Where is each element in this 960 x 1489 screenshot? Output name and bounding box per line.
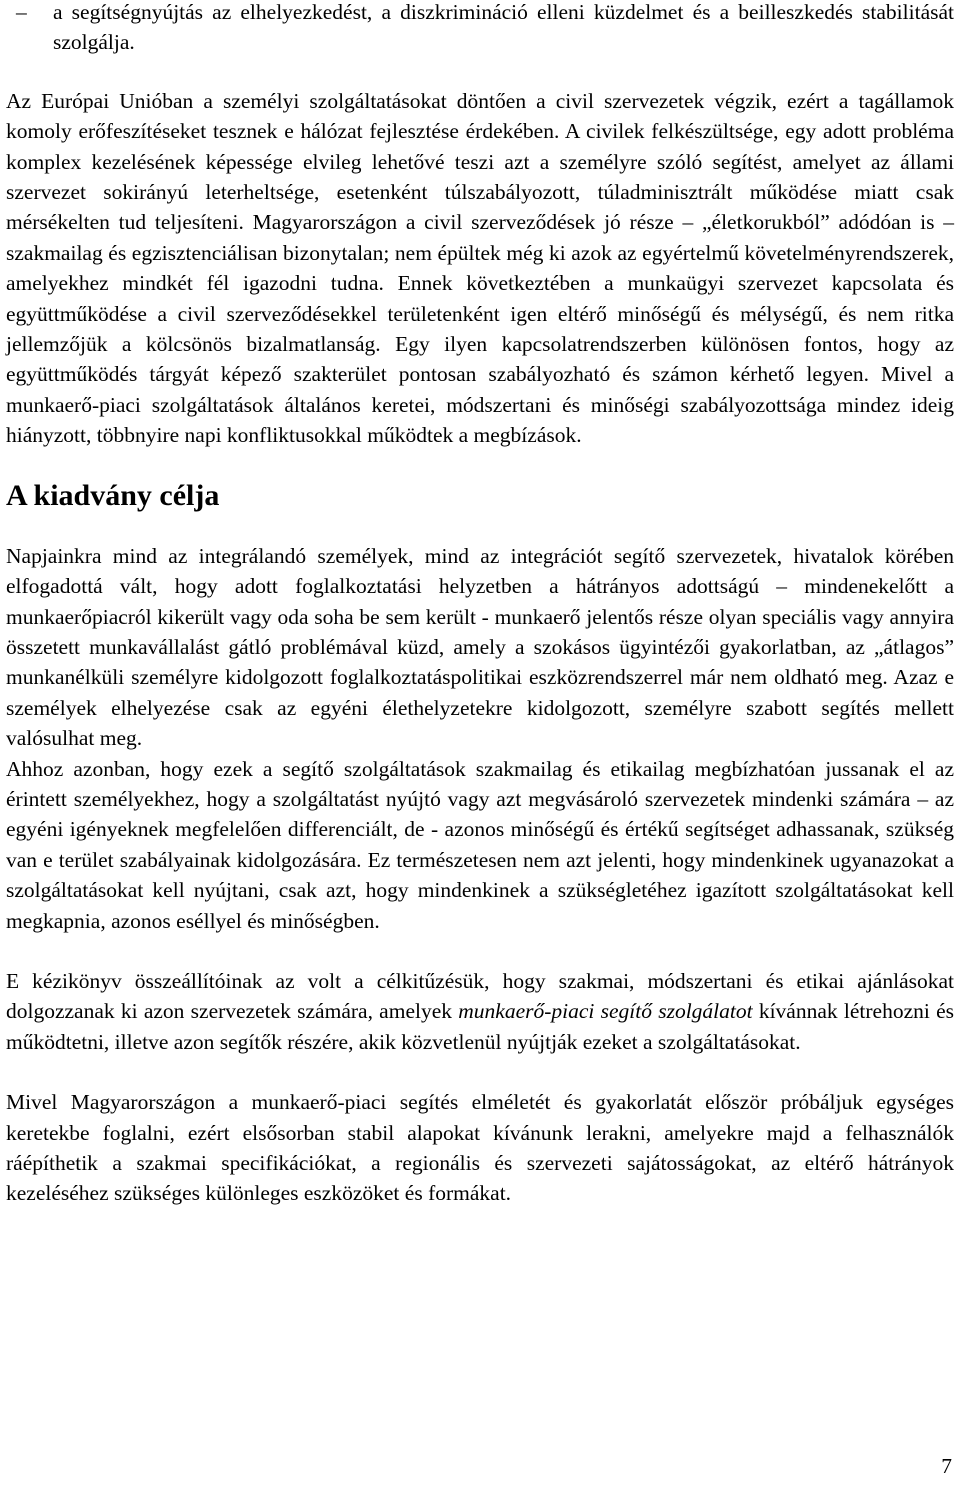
bullet-dash: – xyxy=(16,0,27,24)
document-page xyxy=(6,0,954,1209)
paragraph-final: Mivel Magyarországon a munkaerő-piaci segítés elméletét és gyakorlatát először próbáljuk egységes keretekbe foglalni, ezért elsősorban stabil alapokat kívánunk lerakni, amelyekre majd a felhasználók ráépíthetik a szakmai specifikációkat, a regionális és szervezeti sajátosságokat, az eltérő hátrányok kezeléséhez szükséges különleges eszközöket és formákat. xyxy=(6,1090,954,1206)
page-number: 7 xyxy=(941,1454,952,1478)
paragraph-eu: Az Európai Unióban a személyi szolgáltatásokat döntően a civil szervezetek végzik, ezért a tagállamok komoly erőfeszítéseket tesznek e hálózat fejlesztése érdekében. A civilek felkészültsége, egy adott probléma komplex kezelésének képessége elvileg lehetővé teszi azt a személyre szóló segítést, amelyet az állami szervezet sokirányú leterheltsége, esetenként túlszabályozott, túladminisztrált működése miatt csak mérsékelten tud teljesíteni. Magyarországon a civil szerveződések jó része – „életkorukból” adódóan is – szakmailag és egzisztenciálisan bizonytalan; nem épültek még ki azok az egyértelmű követelményrendszerek, amelyekhez mindkét fél igazodni tudna. Ennek következtében a munkaügyi szervezet kapcsolata és együttműködése a civil szerveződésekkel területenként igen eltérő minőségű és mélységű, és nem ritka jellemzőjük a kölcsönös bizalmatlanság. Egy ilyen kapcsolatrendszerben különösen fontos, hogy az együttműködés tárgyát képező szakterület pontosan szabályozható és számon kérhető legyen. Mivel a munkaerő-piaci szolgáltatások általános keretei, módszertani és minőségi szabályozottsága mindez ideig hiányzott, többnyire napi konfliktusokkal működtek a megbízások. xyxy=(6,88,954,448)
spacer xyxy=(6,1057,954,1087)
spacer xyxy=(6,936,954,966)
bullet-text: a segítségnyújtás az elhelyezkedést, a diszkrimináció elleni küzdelmet és a beilleszkedés stabilitását szolgálja. xyxy=(53,0,954,55)
paragraph-handbook-italic: munkaerő-piaci segítő szolgálatot xyxy=(458,999,753,1024)
paragraph-goal-1: Napjainkra mind az integrálandó személyek, mind az integrációt segítő szervezetek, hivatalok körében elfogadottá vált, hogy adott foglalkoztatási helyzetben a hátrányos adottságú – mindenekelőtt a munkaerőpiacról kikerült vagy oda soha be sem került - munkaerő jelentős része olyan speciális vagy annyira összetett munkavállalást gátló problémával küzd, amely a szokásos ügyintézői gyakorlatban, az „átlagos” munkanélküli személyre kidolgozott foglalkoztatáspolitikai eszközrendszerrel már nem oldható meg. Azaz e személyek elhelyezése csak az egyéni élethelyzetekre kidolgozott, személyre szabott segítés mellett valósulhat meg. xyxy=(6,543,954,751)
paragraph-goal-2: Ahhoz azonban, hogy ezek a segítő szolgáltatások szakmailag és etikailag megbízhatóan jussanak el az érintett személyekhez, hogy a szolgáltatást nyújtó vagy azt megvásároló szervezetek mindenki számára – az egyéni igényeknek megfelelően differenciált, de - azonos minőségű és értékű segítséget adhassanak, szükség van e terület szabályainak kidolgozására. Ez természetesen nem azt jelenti, hogy mindenkinek ugyanazokat a szolgáltatásokat kell nyújtani, csak azt, hogy mindenkinek a szükségletéhez igazított szolgáltatásokat kell megkapnia, azonos eséllyel és minőségben. xyxy=(6,756,954,933)
paragraph-handbook xyxy=(6,966,954,1057)
paragraph-handbook-before: E kézikönyv összeállítóinak az volt a célkitűzésük, hogy szakmai, módszertani és etikai ajánlásokat dolgozzanak ki azon szervezetek számára, amelyek xyxy=(6,968,954,1024)
bullet-list-item xyxy=(6,0,954,58)
section-heading: A kiadvány célja xyxy=(6,478,220,512)
paragraph-handbook-after: kívánnak létrehozni és működtetni, illetve azon segítők részére, akik közvetlenül nyújtják ezeket a szolgáltatásokat. xyxy=(6,999,954,1054)
spacer xyxy=(6,58,954,86)
